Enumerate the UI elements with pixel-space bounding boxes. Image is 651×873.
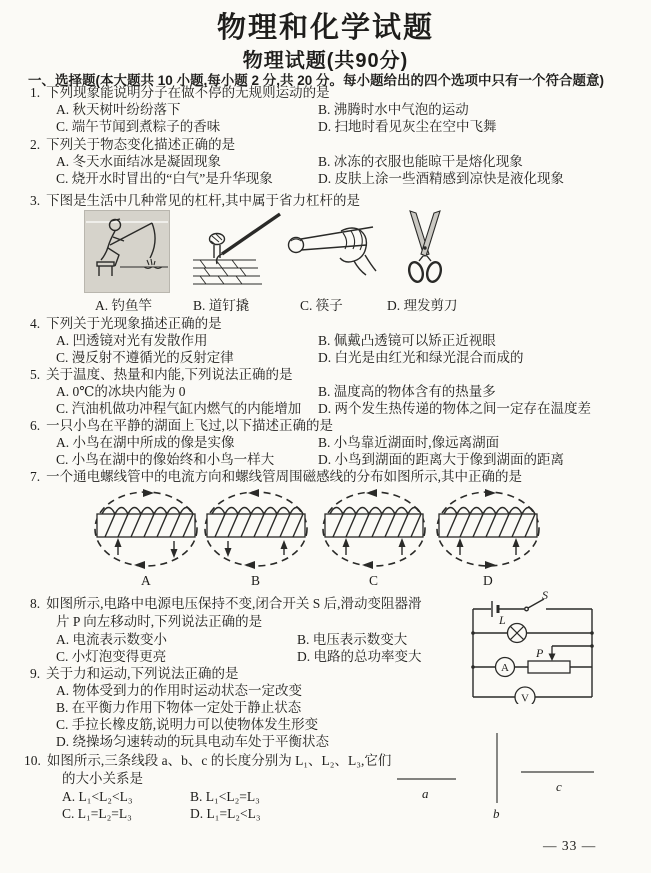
q6-number: 6. (30, 418, 41, 433)
q1-option-b: B. 沸腾时水中气泡的运动 (318, 102, 469, 117)
q9-text: 关于力和运动,下列说法正确的是 (46, 666, 239, 681)
question-3 (30, 192, 360, 209)
q6-option-b: B. 小鸟靠近湖面时,像远离湖面 (318, 435, 500, 450)
q3-text: 下图是生活中几种常见的杠杆,其中属于省力杠杆的是 (46, 193, 360, 208)
q2-option-a: A. 冬天水面结冰是凝固现象 (56, 154, 221, 169)
q4-text: 下列关于光现象描述正确的是 (46, 316, 222, 331)
page-number: — 33 — (543, 838, 597, 853)
exam-title: 物理和化学试题 (216, 12, 434, 44)
q7-label-a: A (141, 573, 151, 588)
q8-option-d: D. 电路的总功率变大 (297, 649, 422, 664)
q7-label-b: B (251, 573, 261, 588)
q4-option-d: D. 白光是由红光和绿光混合而成的 (318, 350, 524, 365)
question-5 (30, 366, 293, 383)
q8-option-a: A. 电流表示数变小 (56, 632, 167, 647)
q6-text: 一只小鸟在平静的湖面上飞过,以下描述正确的是 (46, 418, 333, 433)
q3-label-d: D. 理发剪刀 (387, 298, 458, 313)
q2-option-d: D. 皮肤上涂一些酒精感到凉快是液化现象 (318, 171, 564, 186)
question-9 (30, 665, 239, 682)
q4-option-b: B. 佩戴凸透镜可以矫正近视眼 (318, 333, 496, 348)
q1-text: 下列现象能说明分子在做不停的无规则运动的是 (46, 85, 330, 100)
q7-text: 一个通电螺线管中的电流方向和螺线管周围磁感线的分布如图所示,其中正确的是 (46, 469, 522, 484)
chopsticks-sketch (289, 227, 377, 275)
q7-diagram-d (432, 486, 544, 572)
battery-icon (492, 601, 498, 617)
question-1 (30, 84, 330, 101)
q3-label-b: B. 道钉撬 (193, 298, 250, 313)
q8-text-line2: 片 P 向左移动时,下列说法正确的是 (56, 614, 263, 629)
q5-option-b: B. 温度高的物体含有的热量多 (318, 384, 496, 399)
q4-number: 4. (30, 316, 41, 331)
question-7 (30, 468, 522, 485)
q3-number: 3. (30, 193, 41, 208)
q2-option-c: C. 烧开水时冒出的“白气”是升华现象 (56, 171, 273, 186)
segment-c-label: c (556, 779, 562, 794)
q6-option-a: A. 小鸟在湖中所成的像是实像 (56, 435, 235, 450)
ammeter-letter: A (501, 662, 509, 674)
question-4 (30, 315, 222, 332)
q5-number: 5. (30, 367, 41, 382)
exam-subtitle: 物理试题(共90分) (242, 50, 409, 72)
q3-label-a: A. 钓鱼竿 (95, 298, 152, 313)
q7-label-c: C (369, 573, 379, 588)
q9-option-d: D. 绕操场匀速转动的玩具电动车处于平衡状态 (56, 734, 329, 749)
circuit-diagram (468, 588, 598, 704)
q3-figure-scissors (402, 210, 448, 294)
voltmeter-icon (515, 687, 535, 704)
q9-option-c: C. 手拉长橡皮筋,说明力可以使物体发生形变 (56, 717, 319, 732)
q3-label-c: C. 筷子 (300, 298, 343, 313)
q6-option-c: C. 小鸟在湖中的像始终和小鸟一样大 (56, 452, 275, 467)
q9-option-b: B. 在平衡力作用下物体一定处于静止状态 (56, 700, 302, 715)
q10-segments-figure (390, 725, 620, 823)
q5-option-c: C. 汽油机做功冲程气缸内燃气的内能增加 (56, 401, 302, 416)
question-10 (24, 752, 391, 769)
q1-option-c: C. 端午节闻到煮粽子的香味 (56, 119, 221, 134)
q3-figure-chopsticks (285, 221, 377, 283)
q8-option-c: C. 小灯泡变得更亮 (56, 649, 167, 664)
q10-option-a: A. L₁<L₂<L₃ (62, 789, 133, 804)
q10-text-line1: 如图所示,三条线段 a、b、c 的长度分别为 L₁、L₂、L₃,它们 (46, 753, 392, 768)
q7-label-d: D (483, 573, 493, 588)
q3-figure-fishing-rod (84, 210, 170, 293)
switch-label: S (542, 588, 548, 602)
lamp-label: L (499, 613, 506, 627)
slider-label: P (536, 646, 544, 660)
q9-option-a: A. 物体受到力的作用时运动状态一定改变 (56, 683, 302, 698)
q7-diagram-b (200, 486, 312, 572)
q8-number: 8. (30, 596, 41, 611)
segment-b-label: b (493, 806, 500, 821)
q4-option-c: C. 漫反射不遵循光的反射定律 (56, 350, 234, 365)
rheostat-icon (528, 646, 570, 673)
q9-number: 9. (30, 666, 41, 681)
q2-text: 下列关于物态变化描述正确的是 (46, 137, 236, 152)
ammeter-icon (496, 658, 515, 677)
q6-option-d: D. 小鸟到湖面的距离大于像到湖面的距离 (318, 452, 564, 467)
scissors-sketch (407, 211, 443, 283)
q7-diagram-a (90, 486, 202, 572)
q10-option-c: C. L₁=L₂=L₃ (62, 806, 132, 821)
q10-text-line2: 的大小关系是 (62, 771, 143, 786)
q2-option-b: B. 冰冻的衣服也能晾干是熔化现象 (318, 154, 523, 169)
q5-text: 关于温度、热量和内能,下列说法正确的是 (46, 367, 293, 382)
q5-option-d: D. 两个发生热传递的物体之间一定存在温度差 (318, 401, 591, 416)
q7-number: 7. (30, 469, 41, 484)
q1-number: 1. (30, 85, 41, 100)
segment-a-label: a (422, 786, 429, 801)
question-2 (30, 136, 235, 153)
q2-number: 2. (30, 137, 41, 152)
q3-figure-crowbar (192, 212, 282, 292)
question-6 (30, 417, 333, 434)
q10-option-d: D. L₁=L₂<L₃ (190, 806, 261, 821)
question-8 (30, 595, 422, 612)
q10-number: 10. (24, 753, 41, 768)
q8-option-b: B. 电压表示数变大 (297, 632, 408, 647)
voltmeter-letter: V (521, 692, 529, 704)
section-header: 一、选择题(本大题共 10 小题,每小题 2 分,共 20 分。每小题给出的四个选项中只有一个符合题意) (28, 73, 605, 88)
q1-option-a: A. 秋天树叶纷纷落下 (56, 102, 181, 117)
q5-option-a: A. 0℃的冰块内能为 0 (56, 384, 186, 399)
lamp-icon (508, 624, 527, 643)
q1-option-d: D. 扫地时看见灰尘在空中飞舞 (318, 119, 497, 134)
crowbar-sketch (193, 214, 280, 284)
q8-text-line1: 如图所示,电路中电源电压保持不变,闭合开关 S 后,滑动变阻器滑 (46, 596, 422, 611)
q4-option-a: A. 凹透镜对光有发散作用 (56, 333, 208, 348)
q7-diagram-c (318, 486, 430, 572)
q10-option-b: B. L₁<L₂=L₃ (190, 789, 260, 804)
